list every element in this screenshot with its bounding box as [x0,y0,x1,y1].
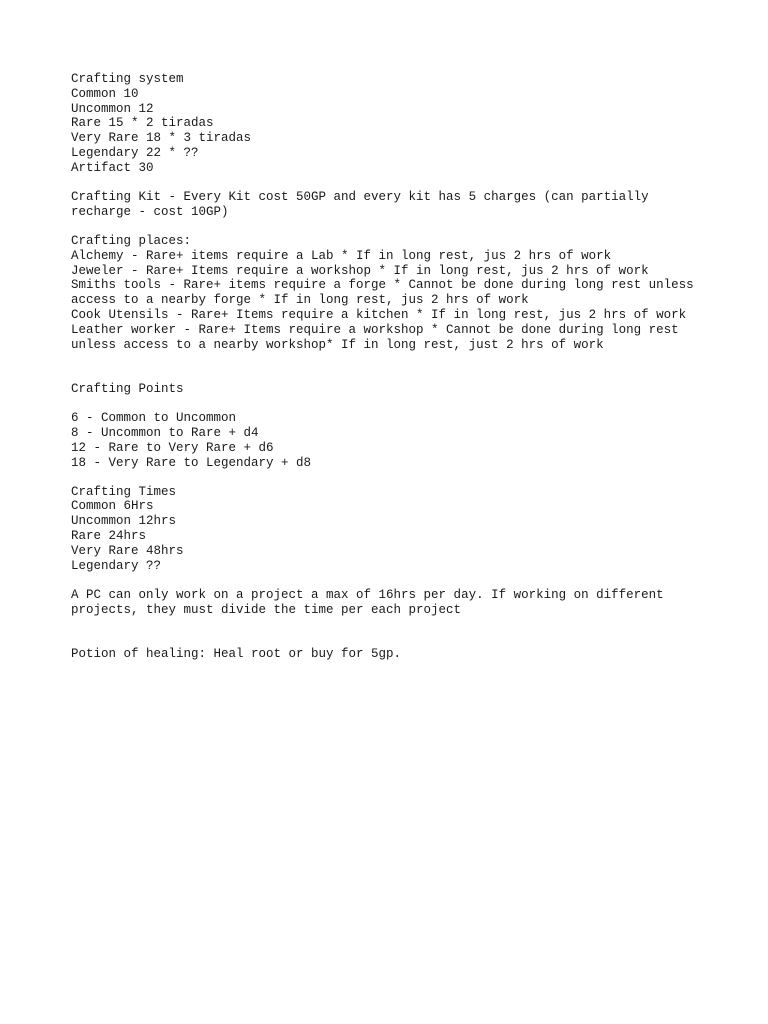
document-page [71,72,711,662]
time-line: Rare 24hrs [71,529,147,544]
kit-line: recharge - cost 10GP) [71,204,229,219]
work-limit-section [71,588,711,618]
time-line: Very Rare 48hrs [71,543,184,558]
points-line: 8 - Uncommon to Rare + d4 [71,425,259,440]
crafting-system-section [71,72,711,176]
crafting-times-section [71,485,711,574]
place-line: access to a nearby forge * If in long rest, jus 2 hrs of work [71,293,529,308]
points-line: 18 - Very Rare to Legendary + d8 [71,455,312,470]
time-line: Uncommon 12hrs [71,514,177,529]
place-line: Leather worker - Rare+ Items require a workshop * Cannot be done during long rest [71,322,679,337]
place-line: unless access to a nearby workshop* If in long rest, just 2 hrs of work [71,337,604,352]
potion-line: Potion of healing: Heal root or buy for 5gp. [71,647,402,662]
place-line: Alchemy - Rare+ items require a Lab * If in long rest, jus 2 hrs of work [71,248,612,263]
rarity-line: Uncommon 12 [71,101,154,116]
place-line: Cook Utensils - Rare+ Items require a kitchen * If in long rest, jus 2 hrs of work [71,307,687,322]
section-title: Crafting Points [71,381,184,396]
time-line: Legendary ?? [71,558,162,573]
rarity-line: Legendary 22 * ?? [71,145,199,160]
crafting-points-section [71,382,711,470]
kit-line: Crafting Kit - Every Kit cost 50GP and every kit has 5 charges (can partially [71,189,649,204]
work-limit-line: projects, they must divide the time per each project [71,602,462,617]
points-line: 6 - Common to Uncommon [71,411,237,426]
crafting-places-section [71,234,711,352]
crafting-kit-section [71,190,711,220]
rarity-line: Artifact 30 [71,160,154,175]
work-limit-line: A PC can only work on a project a max of 16hrs per day. If working on different [71,587,664,602]
section-title: Crafting system [71,72,184,86]
time-line: Common 6Hrs [71,499,154,514]
rarity-line: Common 10 [71,86,139,101]
points-line: 12 - Rare to Very Rare + d6 [71,440,274,455]
rarity-line: Rare 15 * 2 tiradas [71,116,214,131]
section-title: Crafting places: [71,233,192,248]
place-line: Jeweler - Rare+ Items require a workshop * If in long rest, jus 2 hrs of work [71,263,649,278]
rarity-line: Very Rare 18 * 3 tiradas [71,131,252,146]
section-title: Crafting Times [71,484,177,499]
place-line: Smiths tools - Rare+ items require a forge * Cannot be done during long rest unless [71,278,694,293]
potion-section [71,647,711,662]
